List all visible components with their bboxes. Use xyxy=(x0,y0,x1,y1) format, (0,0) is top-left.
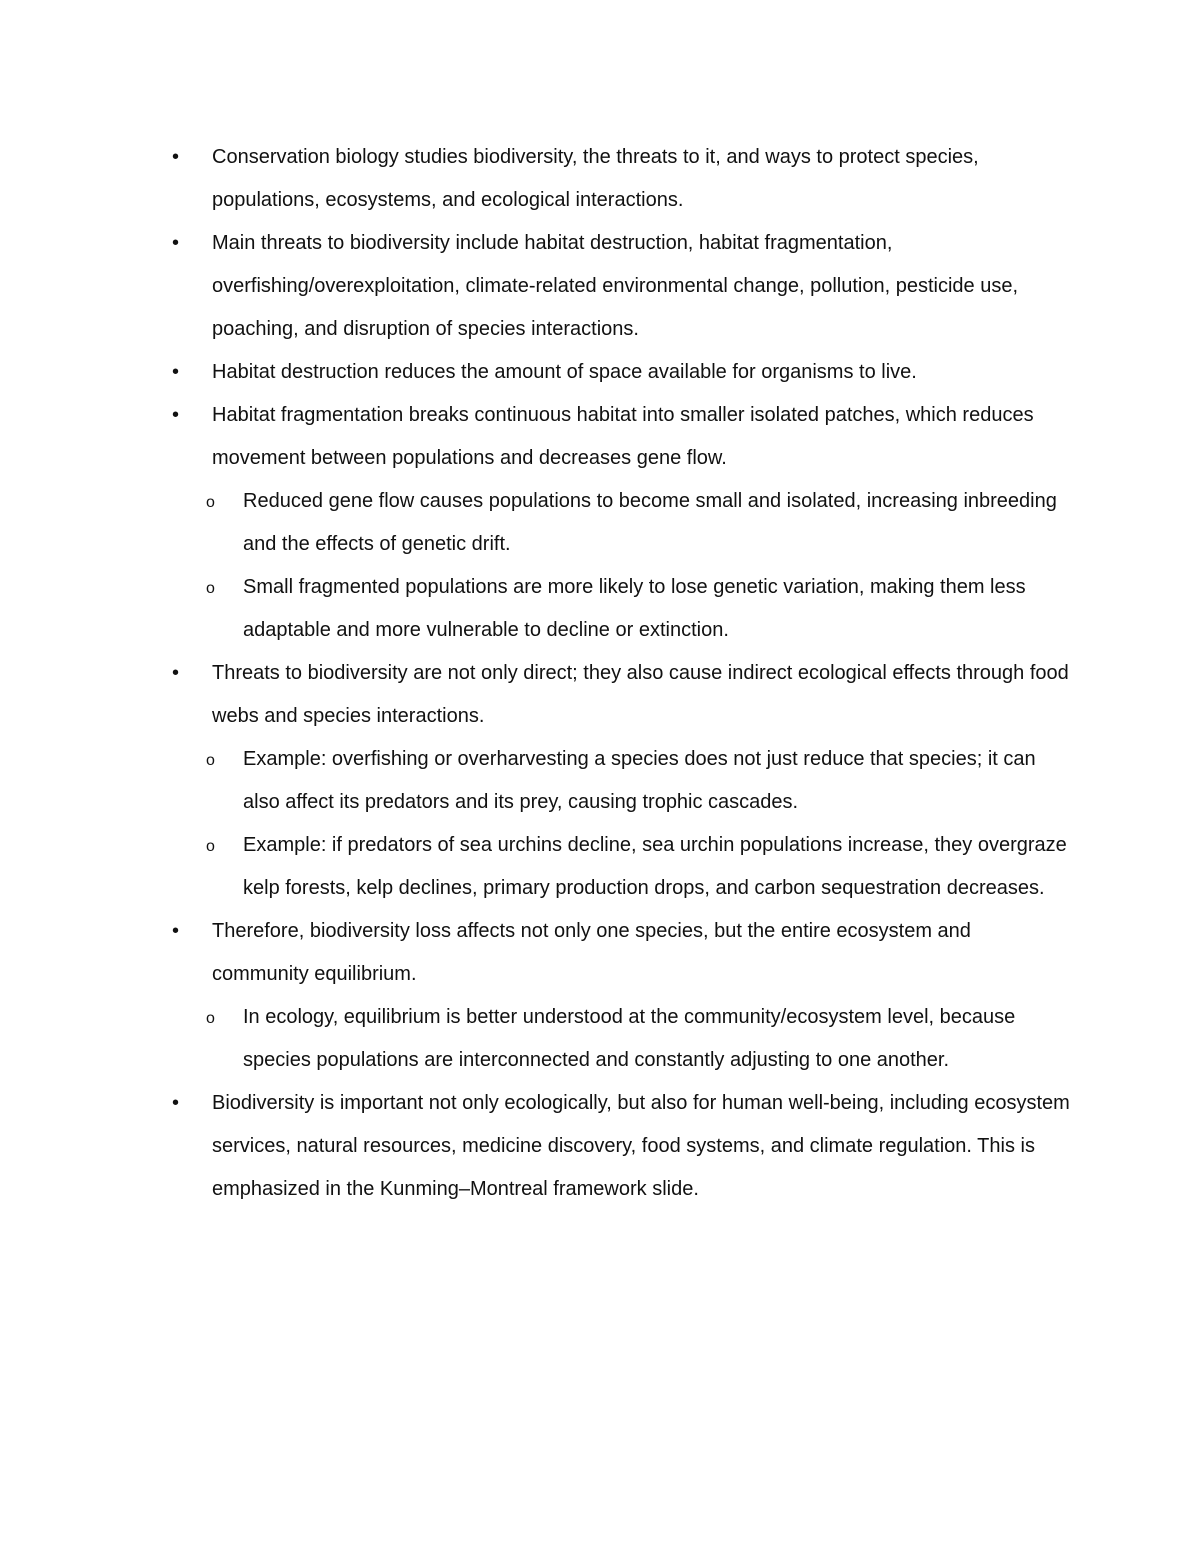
list-item-text: Therefore, biodiversity loss affects not only one species, but the entire ecosystem and community equilibrium. xyxy=(212,920,971,985)
list-item xyxy=(172,136,1072,222)
list-item-text: Biodiversity is important not only ecologically, but also for human well-being, including ecosystem services, natural resources, medicine discovery, food systems, and climate regulation. This is emphasized in the Kunming–Montreal framework slide. xyxy=(212,1092,1070,1200)
sub-list-item-text: Reduced gene flow causes populations to become small and isolated, increasing inbreeding and the effects of genetic drift. xyxy=(243,490,1057,555)
sub-list-item-text: Small fragmented populations are more likely to lose genetic variation, making them less adaptable and more vulnerable to decline or extinction. xyxy=(243,576,1026,641)
list-item-text: Main threats to biodiversity include habitat destruction, habitat fragmentation, overfishing/overexploitation, climate-related environmental change, pollution, pesticide use, poaching, and disruption of species interactions. xyxy=(212,232,1019,340)
bullet-icon: • xyxy=(172,920,180,942)
sub-list-item xyxy=(172,824,1072,910)
main-bullet-list xyxy=(172,136,1072,1211)
list-item xyxy=(172,652,1072,738)
sub-bullet-list xyxy=(172,996,1072,1082)
sub-bullet-icon: o xyxy=(206,752,215,769)
sub-list-item xyxy=(172,480,1072,566)
bullet-icon: • xyxy=(172,404,180,426)
list-item-text: Habitat fragmentation breaks continuous habitat into smaller isolated patches, which reduces movement between populations and decreases gene flow. xyxy=(212,404,1034,469)
sub-bullet-icon: o xyxy=(206,580,215,597)
sub-list-item-text: In ecology, equilibrium is better understood at the community/ecosystem level, because species populations are interconnected and constantly adjusting to one another. xyxy=(243,1006,1016,1071)
sub-list-item xyxy=(172,738,1072,824)
list-item xyxy=(172,351,1072,394)
list-item-text: Conservation biology studies biodiversity, the threats to it, and ways to protect species, populations, ecosystems, and ecological interactions. xyxy=(212,146,979,211)
bullet-icon: • xyxy=(172,1092,180,1114)
sub-list-wrapper xyxy=(172,738,1072,910)
sub-list-item xyxy=(172,566,1072,652)
sub-bullet-list xyxy=(172,738,1072,910)
bullet-icon: • xyxy=(172,361,180,383)
sub-bullet-list xyxy=(172,480,1072,652)
list-item xyxy=(172,1082,1072,1211)
sub-list-wrapper xyxy=(172,480,1072,652)
sub-list-item xyxy=(172,996,1072,1082)
sub-list-wrapper xyxy=(172,996,1072,1082)
sub-list-item-text: Example: if predators of sea urchins decline, sea urchin populations increase, they overgraze kelp forests, kelp declines, primary production drops, and carbon sequestration decreases. xyxy=(243,834,1067,899)
list-item-text: Threats to biodiversity are not only direct; they also cause indirect ecological effects through food webs and species interactions. xyxy=(212,662,1069,727)
list-item xyxy=(172,394,1072,480)
bullet-icon: • xyxy=(172,146,180,168)
sub-list-item-text: Example: overfishing or overharvesting a species does not just reduce that species; it can also affect its predators and its prey, causing trophic cascades. xyxy=(243,748,1036,813)
sub-bullet-icon: o xyxy=(206,838,215,855)
sub-bullet-icon: o xyxy=(206,1010,215,1027)
bullet-icon: • xyxy=(172,232,180,254)
list-item xyxy=(172,222,1072,351)
bullet-list-container xyxy=(172,136,1072,1211)
list-item xyxy=(172,910,1072,996)
bullet-icon: • xyxy=(172,662,180,684)
sub-bullet-icon: o xyxy=(206,494,215,511)
list-item-text: Habitat destruction reduces the amount of space available for organisms to live. xyxy=(212,361,917,383)
